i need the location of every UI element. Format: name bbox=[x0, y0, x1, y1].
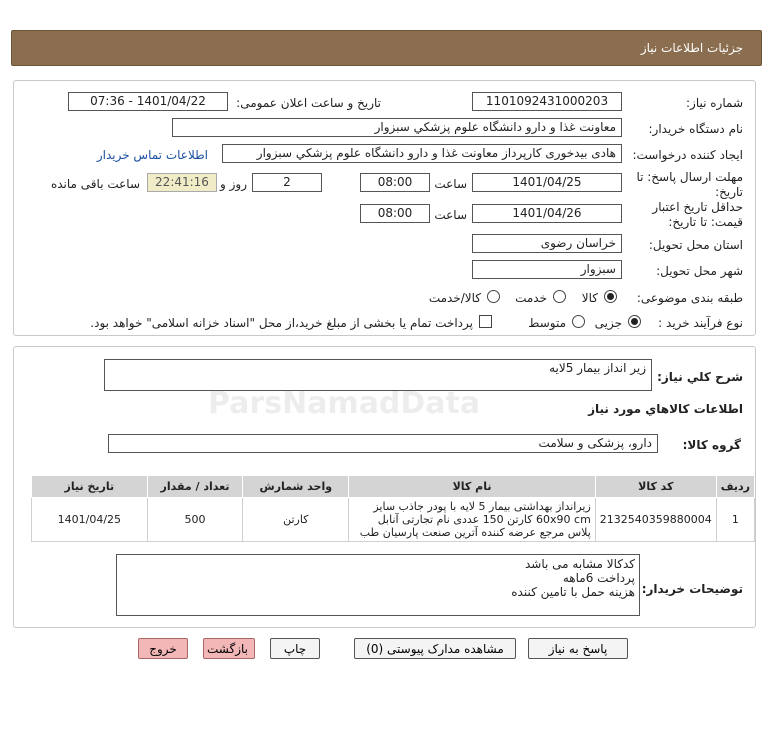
buyer-notes-label: توضیحات خریدار: bbox=[641, 582, 743, 596]
buyer-org-field: معاونت غذا و دارو دانشگاه علوم پزشکي سبزوار bbox=[172, 118, 622, 137]
announce-label: تاریخ و ساعت اعلان عمومی: bbox=[236, 96, 381, 110]
reply-time-label: ساعت bbox=[434, 177, 467, 191]
category-option-service: خدمت bbox=[515, 291, 547, 305]
process-option-minor: جزیی bbox=[594, 316, 622, 330]
reply-date-field: 1401/04/25 bbox=[472, 173, 622, 192]
attachments-button[interactable]: مشاهده مدارک پیوستی (0) bbox=[354, 638, 516, 659]
category-option-goods: کالا bbox=[581, 291, 598, 305]
city-label: شهر محل تحویل: bbox=[656, 264, 743, 278]
col-row: ردیف bbox=[716, 476, 754, 498]
summary-label: شرح کلي نياز: bbox=[657, 370, 743, 384]
goods-table bbox=[31, 475, 755, 542]
category-radio-service[interactable] bbox=[553, 290, 566, 303]
page-header bbox=[11, 30, 762, 66]
creator-label: ایجاد کننده درخواست: bbox=[632, 148, 743, 162]
group-field: دارو، پزشکی و سلامت bbox=[108, 434, 658, 453]
category-radio-goods[interactable] bbox=[604, 290, 617, 303]
days-label: روز و bbox=[220, 177, 247, 191]
cell-name: زیرانداز بهداشتی بیمار 5 لایه با پودر جاذب سایز 60x90 cm کارتن 150 عددی نام تجارتی آنابل پلاس مرجع عرضه کننده آترین صنعت پارسیان طب bbox=[349, 498, 596, 542]
city-field: سبزوار bbox=[472, 260, 622, 279]
cell-row: 1 bbox=[716, 498, 754, 542]
reply-deadline-label-2: تاریخ: bbox=[715, 185, 743, 199]
col-unit: واحد شمارش bbox=[243, 476, 349, 498]
cell-unit: کارتن bbox=[243, 498, 349, 542]
category-radio-goods-service[interactable] bbox=[487, 290, 500, 303]
buyer-note-line: هزینه حمل با تامین کننده bbox=[511, 585, 635, 599]
buyer-org-label: نام دستگاه خریدار: bbox=[648, 122, 743, 136]
announce-field: 1401/04/22 - 07:36 bbox=[68, 92, 228, 111]
goods-table-header bbox=[32, 476, 755, 498]
remaining-time-field: 22:41:16 bbox=[147, 173, 217, 192]
province-label: استان محل تحویل: bbox=[648, 238, 743, 252]
process-radio-medium[interactable] bbox=[572, 315, 585, 328]
back-button[interactable]: بازگشت bbox=[203, 638, 255, 659]
price-time-label: ساعت bbox=[434, 208, 467, 222]
cell-qty: 500 bbox=[147, 498, 243, 542]
buyer-notes-field bbox=[116, 554, 640, 616]
remaining-label: ساعت باقی مانده bbox=[50, 177, 140, 191]
process-option-medium: متوسط bbox=[528, 316, 566, 330]
treasury-payment-note: پرداخت تمام یا بخشی از مبلغ خرید،از محل "اسناد خزانه اسلامی" خواهد بود. bbox=[90, 316, 473, 330]
price-validity-label: حداقل تاریخ اعتبار bbox=[652, 200, 743, 214]
reply-time-field: 08:00 bbox=[360, 173, 430, 192]
category-option-goods-service: کالا/خدمت bbox=[428, 291, 481, 305]
need-info-panel bbox=[13, 80, 756, 336]
cell-date: 1401/04/25 bbox=[32, 498, 148, 542]
process-radio-minor[interactable] bbox=[628, 315, 641, 328]
province-field: خراسان رضوی bbox=[472, 234, 622, 253]
page-title: جزئیات اطلاعات نیاز bbox=[640, 41, 743, 55]
summary-field: زیر انداز بیمار 5لایه bbox=[104, 359, 652, 391]
need-details-panel bbox=[13, 346, 756, 628]
price-date-field: 1401/04/26 bbox=[472, 204, 622, 223]
reply-button[interactable]: پاسخ به نیاز bbox=[528, 638, 628, 659]
group-label: گروه کالا: bbox=[682, 438, 741, 452]
process-label: نوع فرآیند خرید : bbox=[658, 316, 743, 330]
category-label: طبقه بندی موضوعی: bbox=[636, 291, 743, 305]
exit-button[interactable]: خروج bbox=[138, 638, 188, 659]
print-button[interactable]: چاپ bbox=[270, 638, 320, 659]
col-date: تاریخ نیاز bbox=[32, 476, 148, 498]
cell-code: 2132540359880004 bbox=[595, 498, 716, 542]
reply-deadline-label: مهلت ارسال پاسخ: تا bbox=[636, 170, 743, 184]
col-name: نام کالا bbox=[349, 476, 596, 498]
treasury-payment-checkbox[interactable] bbox=[479, 315, 492, 328]
table-row bbox=[32, 498, 755, 542]
buyer-contact-link[interactable]: اطلاعات تماس خریدار bbox=[96, 148, 208, 162]
col-code: کد کالا bbox=[595, 476, 716, 498]
price-time-field: 08:00 bbox=[360, 204, 430, 223]
col-qty: تعداد / مقدار bbox=[147, 476, 243, 498]
reply-days-field: 2 bbox=[252, 173, 322, 192]
buyer-note-line: کدکالا مشابه می باشد bbox=[524, 557, 635, 571]
price-validity-label-2: قیمت: تا تاریخ: bbox=[668, 215, 743, 229]
need-number-field: 1101092431000203 bbox=[472, 92, 622, 111]
buyer-note-line: پرداخت 6ماهه bbox=[562, 571, 635, 585]
need-number-label: شماره نیاز: bbox=[686, 96, 743, 110]
goods-section-title: اطلاعات کالاهاي مورد نياز bbox=[588, 402, 743, 416]
creator-field: هادی بیدخوری کارپرداز معاونت غذا و دارو دانشگاه علوم پزشکي سبزوار bbox=[222, 144, 622, 163]
